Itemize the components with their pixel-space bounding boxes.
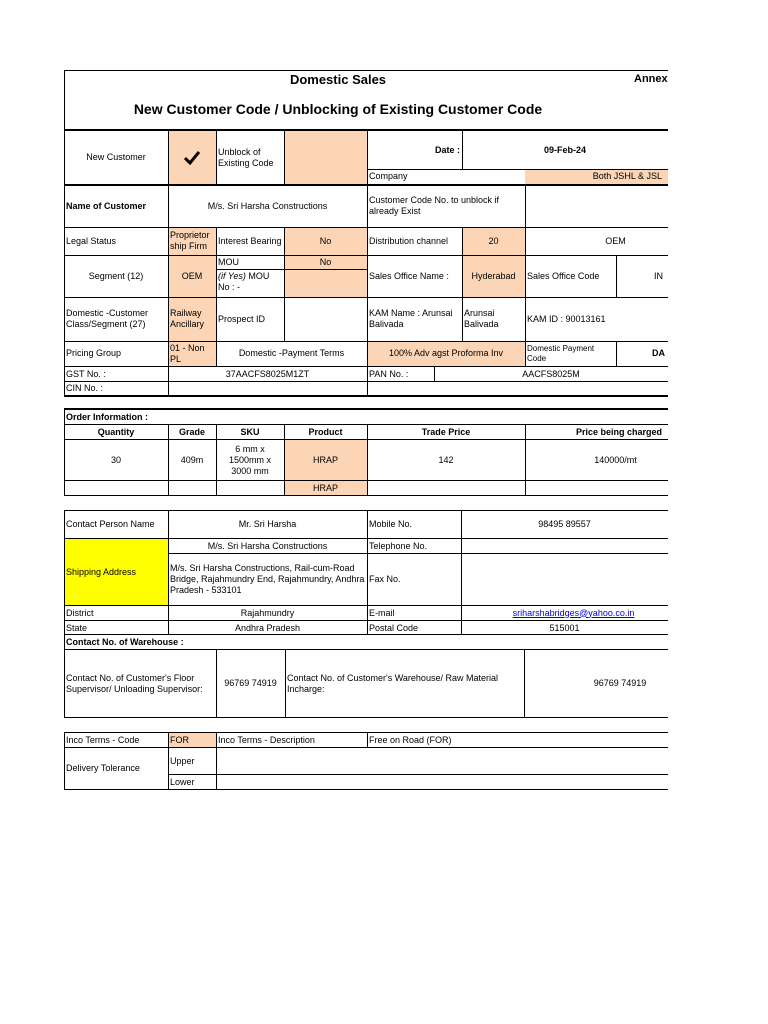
- order-row-trade-price: 142: [438, 455, 454, 465]
- lower-label: Lower: [170, 776, 195, 787]
- email-cell: [461, 606, 668, 620]
- order-row-product: HRAP: [284, 440, 367, 481]
- order-row2-price-charged[interactable]: [525, 481, 668, 496]
- postal-label: Postal Code: [369, 622, 419, 633]
- payment-code-label: Domestic Payment Code: [527, 343, 595, 363]
- upper-label: Upper: [170, 755, 195, 766]
- order-row2-trade-price[interactable]: [367, 481, 525, 496]
- order-header-trade-price: Trade Price: [421, 426, 471, 437]
- gst-label: GST No. :: [66, 368, 106, 379]
- legal-status-label: Legal Status: [66, 235, 117, 246]
- telephone-value[interactable]: [461, 539, 668, 553]
- state-value: Andhra Pradesh: [234, 622, 301, 633]
- postal-value: 515001: [549, 622, 580, 633]
- order-row2-product: HRAP: [284, 481, 367, 496]
- customer-code-label: Customer Code No. to unblock if already Exist: [369, 195, 500, 216]
- interest-bearing-value: No: [284, 227, 367, 255]
- name-value: M/s. Sri Harsha Constructions: [207, 200, 328, 211]
- sales-office-code-value: IN: [654, 270, 663, 281]
- order-row-price-charged: 140000/mt: [594, 455, 637, 465]
- interest-bearing-label: Interest Bearing: [218, 235, 282, 246]
- pricing-group-value: 01 - Non PL: [168, 341, 216, 366]
- cin-label: CIN No. :: [66, 383, 104, 393]
- inco-code-value: FOR: [168, 733, 216, 747]
- segment-label: Segment (12): [88, 270, 144, 281]
- annex-label: Annex: [634, 72, 668, 85]
- order-row-grade: 409m: [180, 455, 204, 465]
- mou-value: No: [284, 255, 367, 269]
- legal-status-value: Proprietor ship Firm: [168, 227, 216, 255]
- segment-value: OEM: [168, 255, 216, 297]
- kam-name-value: Arunsai Balivada: [464, 308, 499, 329]
- new-customer-label: New Customer: [86, 152, 146, 162]
- prospect-id-label: Prospect ID: [218, 313, 266, 324]
- telephone-label: Telephone No.: [369, 540, 428, 551]
- warehouse-incharge-label: Contact No. of Customer's Warehouse/ Raw Material Incharge:: [287, 672, 498, 694]
- date-label: Date :: [434, 144, 460, 155]
- order-header-product: Product: [308, 426, 343, 437]
- company-label: Company: [369, 171, 408, 181]
- company-name-value: M/s. Sri Harsha Constructions: [207, 540, 328, 551]
- order-row2-sku[interactable]: [216, 481, 284, 496]
- floor-supervisor-value: 96769 74919: [224, 678, 277, 688]
- inco-code-label: Inco Terms - Code: [66, 734, 140, 745]
- pan-value: AACFS8025M: [522, 368, 580, 379]
- domestic-class-value: Railway Ancillary: [168, 297, 216, 341]
- distribution-channel-desc: OEM: [605, 235, 626, 246]
- order-row2-quantity[interactable]: [64, 481, 168, 496]
- distribution-channel-label: Distribution channel: [369, 235, 449, 246]
- checkmark-icon: [184, 151, 200, 165]
- distribution-channel-value: 20: [462, 227, 525, 255]
- name-label: Name of Customer: [66, 200, 147, 211]
- mobile-value: 98495 89557: [538, 519, 591, 529]
- fax-value[interactable]: [461, 554, 668, 605]
- order-row-quantity: 30: [110, 455, 121, 465]
- unblock-label: Unblock of Existing Code: [218, 146, 274, 168]
- prospect-id-value[interactable]: [284, 297, 367, 341]
- warehouse-section-label: Contact No. of Warehouse :: [66, 636, 184, 647]
- sales-office-label: Sales Office Name :: [369, 270, 449, 281]
- mobile-label: Mobile No.: [369, 519, 413, 529]
- payment-code-value: DA: [652, 348, 665, 358]
- kam-name-label: KAM Name : Arunsai Balivada: [369, 308, 453, 329]
- shipping-value: M/s. Sri Harsha Constructions, Rail-cum-Road Bridge, Rajahmundry End, Rajahmundry, Andhra Pradesh - 533101: [170, 563, 365, 595]
- district-label: District: [66, 607, 94, 618]
- inco-desc-value: Free on Road (FOR): [369, 734, 452, 745]
- mou-no-label: MOU No : -: [218, 271, 270, 292]
- delivery-tolerance-label: Delivery Tolerance: [66, 763, 140, 773]
- form-title: Domestic Sales: [289, 71, 387, 87]
- district-value: Rajahmundry: [240, 607, 295, 618]
- fax-label: Fax No.: [369, 574, 401, 584]
- mou-label: MOU: [218, 256, 239, 267]
- pan-label: PAN No. :: [369, 368, 409, 379]
- shipping-label: Shipping Address: [64, 539, 168, 605]
- mou-no: [216, 269, 284, 297]
- cin-value[interactable]: [168, 381, 367, 396]
- domestic-class-label: Domestic -Customer Class/Segment (27): [66, 308, 149, 329]
- email-label: E-mail: [369, 607, 395, 618]
- state-label: State: [66, 622, 88, 633]
- payment-terms-label: Domestic -Payment Terms: [238, 348, 345, 358]
- order-header-grade: Grade: [178, 426, 205, 437]
- floor-supervisor-label: Contact No. of Customer's Floor Supervisor/ Unloading Supervisor:: [66, 672, 203, 694]
- payment-terms-value: 100% Adv agst Proforma Inv: [367, 341, 525, 366]
- order-header-sku: SKU: [240, 426, 260, 437]
- lower-value[interactable]: [216, 775, 668, 789]
- contact-person-label: Contact Person Name: [66, 519, 155, 529]
- gst-value: 37AACFS8025M1ZT: [225, 368, 310, 379]
- upper-value[interactable]: [216, 748, 668, 774]
- inco-desc-label: Inco Terms - Description: [218, 734, 315, 745]
- kam-id-label: KAM ID : 90013161: [527, 313, 606, 324]
- customer-code-value[interactable]: [525, 185, 668, 227]
- warehouse-incharge-value: 96769 74919: [593, 678, 647, 688]
- company-value: Both JSHL & JSL: [525, 169, 668, 184]
- new-customer-checkbox[interactable]: [168, 131, 216, 184]
- sales-office-code-label: Sales Office Code: [527, 270, 600, 281]
- unblock-checkbox[interactable]: [284, 131, 367, 184]
- date-value: 09-Feb-24: [543, 144, 587, 155]
- email-link[interactable]: sriharshabridges@yahoo.co.in: [512, 607, 635, 618]
- order-header-quantity: Quantity: [97, 426, 135, 437]
- order-row2-grade[interactable]: [168, 481, 216, 496]
- pricing-group-label: Pricing Group: [66, 348, 122, 358]
- order-header-price-charged: Price being charged: [575, 426, 662, 437]
- order-section-label: Order Information :: [66, 411, 149, 422]
- form-subtitle: New Customer Code / Unblocking of Existing Customer Code: [133, 100, 543, 117]
- mou-no-value[interactable]: [284, 269, 367, 297]
- contact-person-value: Mr. Sri Harsha: [238, 519, 297, 529]
- mou-no-prefix: (if Yes): [218, 271, 246, 281]
- sales-office-value: Hyderabad: [462, 255, 525, 297]
- order-row-sku: 6 mm x 1500mm x 3000 mm: [228, 444, 272, 476]
